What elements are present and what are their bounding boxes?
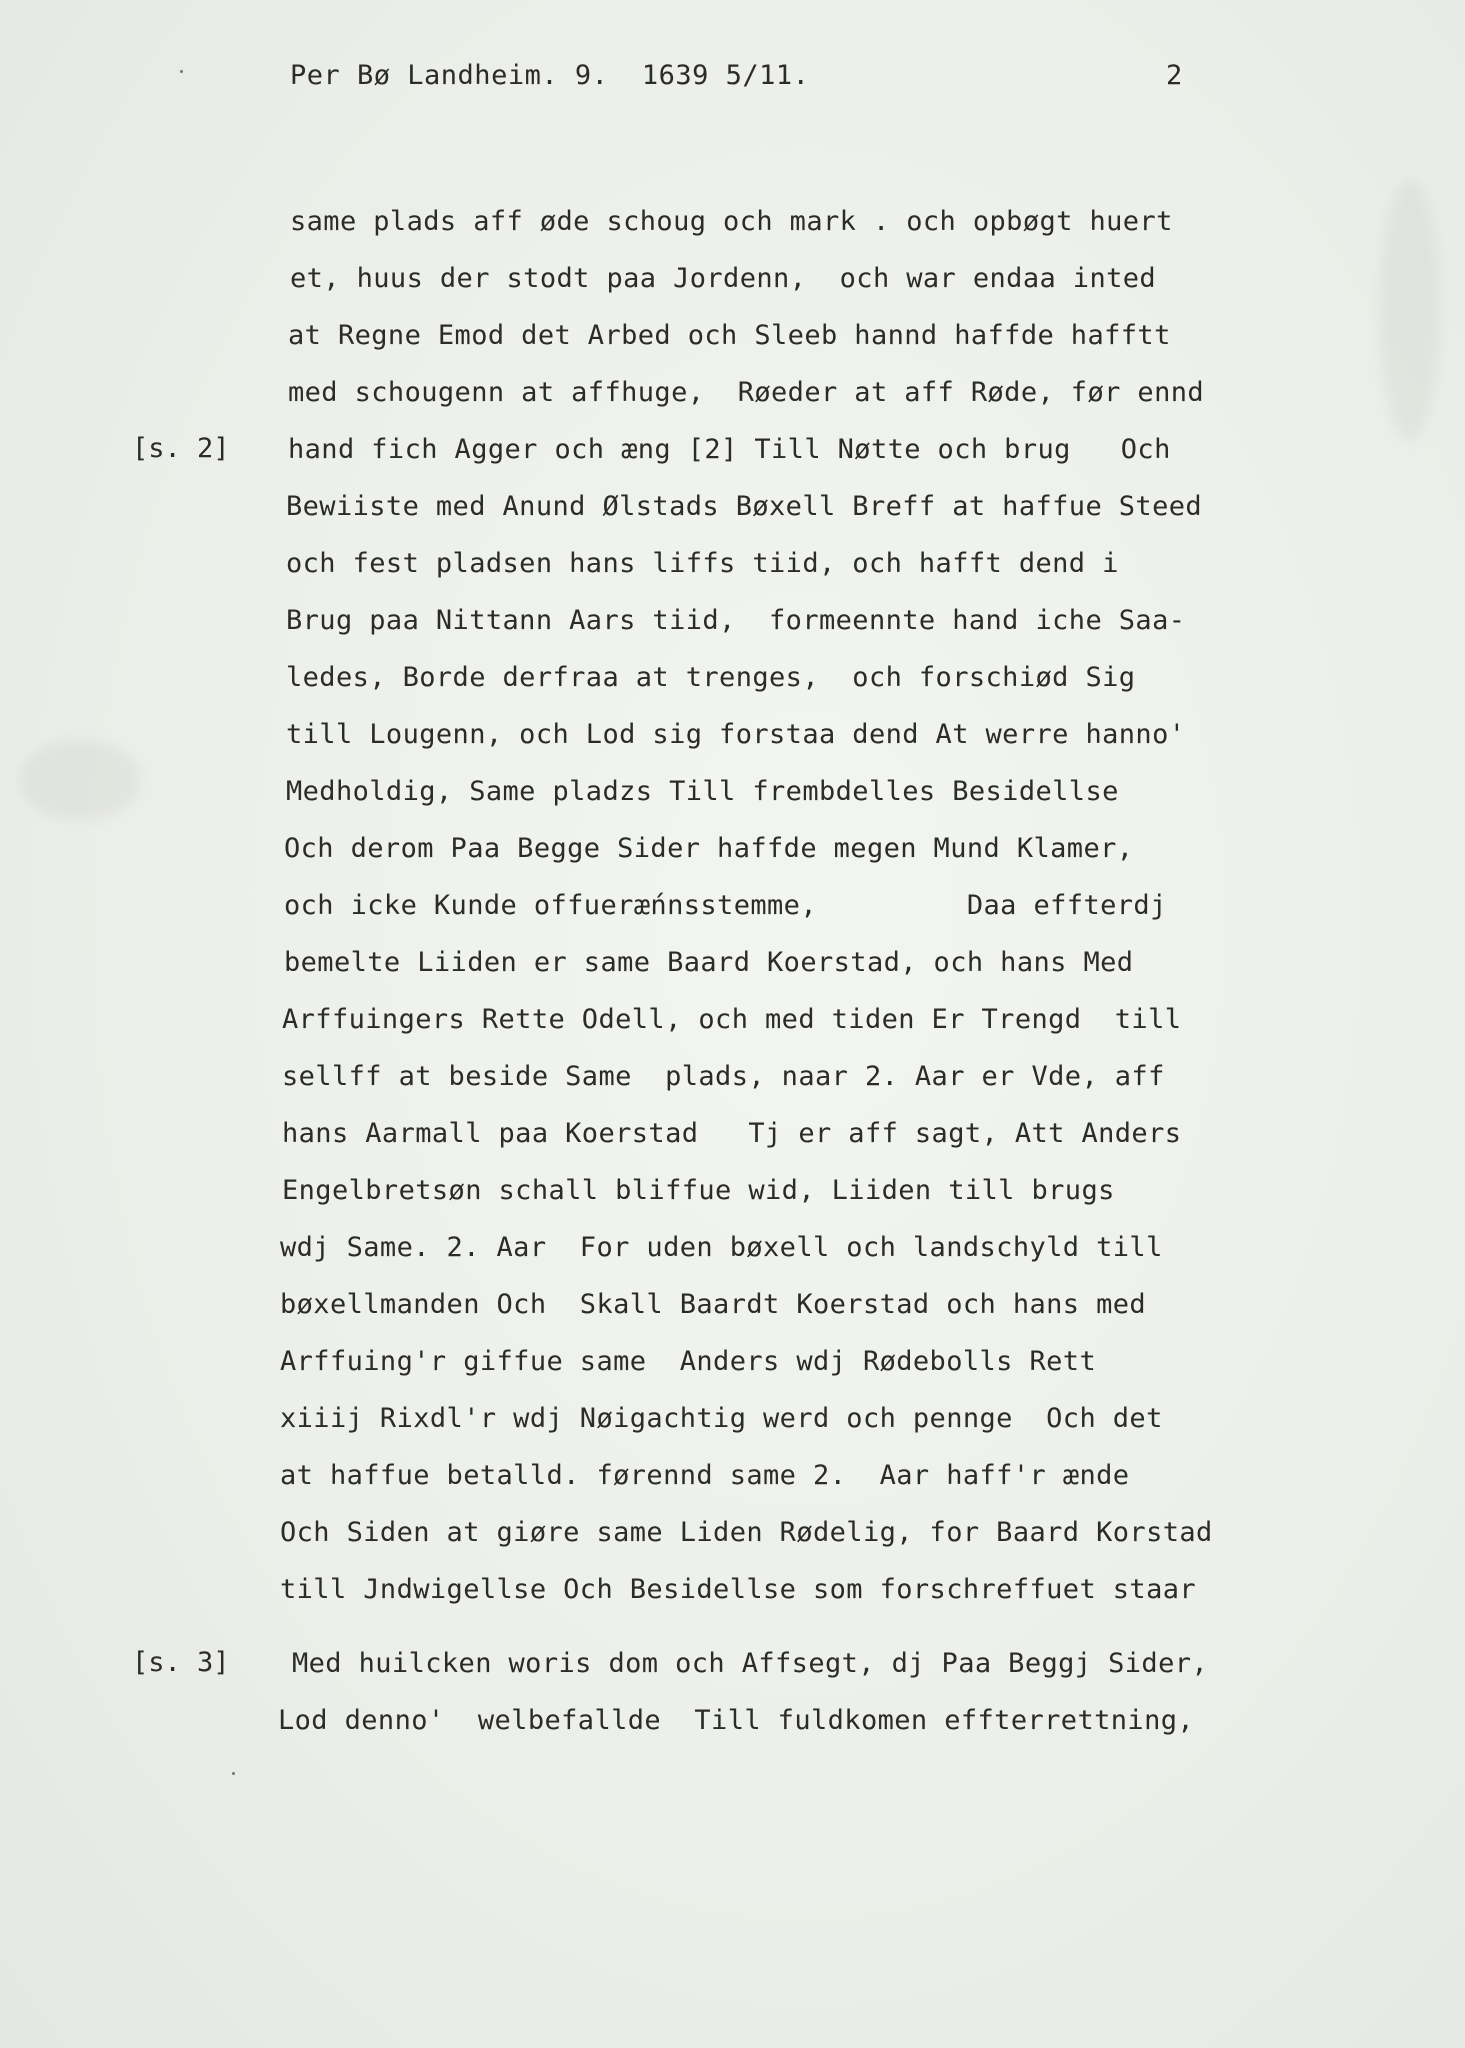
text-line: Och Siden at giøre same Liden Rødelig, for Baard Korstad [280, 1517, 1213, 1548]
text-line: Arffuing'r giffue same Anders wdj Rødebolls Rett [280, 1346, 1097, 1377]
text-line: Engelbretsøn schall bliffue wid, Liiden till brugs [282, 1175, 1115, 1206]
text-line: Brug paa Nittann Aars tiid, formeennte hand iche Saa- [286, 605, 1186, 636]
page-number: 2 [1166, 60, 1183, 91]
text-line: Och derom Paa Begge Sider haffde megen Mund Klamer, [284, 833, 1134, 864]
text-line: same plads aff øde schoug och mark . och opbøgt huert [290, 206, 1173, 237]
text-line: och icke Kunde offueræńnsstemme, Daa effterdj [284, 890, 1167, 921]
paper-speck [232, 1772, 235, 1775]
text-line: hans Aarmall paa Koerstad Tj er aff sagt, Att Anders [282, 1118, 1182, 1149]
margin-reference: [s. 2] [132, 433, 230, 464]
page-header: Per Bø Landheim. 9. 1639 5/11. [290, 60, 810, 91]
paper-smudge [20, 740, 140, 820]
text-line: Arffuingers Rette Odell, och med tiden Er Trengd till [282, 1004, 1182, 1035]
text-line: med schougenn at affhuge, Røeder at aff Røde, før ennd [288, 377, 1205, 408]
paper-smudge [1380, 180, 1440, 440]
text-line: bøxellmanden Och Skall Baardt Koerstad och hans med [280, 1289, 1147, 1320]
text-line: et, huus der stodt paa Jordenn, och war endaa inted [290, 263, 1157, 294]
text-line: bemelte Liiden er same Baard Koerstad, och hans Med [284, 947, 1134, 978]
text-line: Medholdig, Same pladzs Till frembdelles Besidellse [286, 776, 1119, 807]
margin-reference: [s. 3] [132, 1647, 230, 1678]
text-line: at Regne Emod det Arbed och Sleeb hannd haffde hafftt [288, 320, 1171, 351]
text-line: at haffue betalld. førennd same 2. Aar haff'r ænde [280, 1460, 1130, 1491]
text-line: hand fich Agger och æng [2] Till Nøtte och brug Och [288, 434, 1171, 465]
text-line: Lod denno' welbefallde Till fuldkomen effterrettning, [278, 1705, 1195, 1736]
text-line: till Jndwigellse Och Besidellse som forschreffuet staar [280, 1574, 1197, 1605]
text-line: och fest pladsen hans liffs tiid, och hafft dend i [286, 548, 1119, 579]
text-line: ledes, Borde derfraa at trenges, och forschiød Sig [286, 662, 1136, 693]
text-line: sellff at beside Same plads, naar 2. Aar er Vde, aff [282, 1061, 1165, 1092]
text-line: Bewiiste med Anund Ølstads Bøxell Breff at haffue Steed [286, 491, 1203, 522]
text-line: wdj Same. 2. Aar For uden bøxell och landschyld till [280, 1232, 1163, 1263]
text-line: Med huilcken woris dom och Affsegt, dj Paa Beggj Sider, [292, 1648, 1209, 1679]
paper-speck [180, 70, 183, 73]
text-line: xiiij Rixdl'r wdj Nøigachtig werd och pennge Och det [280, 1403, 1163, 1434]
text-line: till Lougenn, och Lod sig forstaa dend At werre hanno' [286, 719, 1186, 750]
